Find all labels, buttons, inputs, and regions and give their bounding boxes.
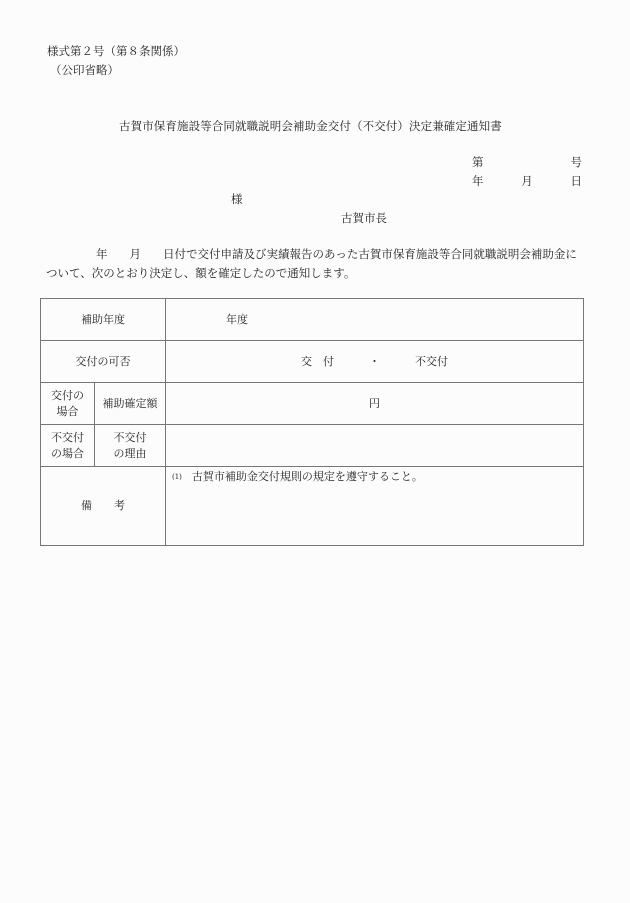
remarks-content [166,467,584,546]
remarks-note-number: (1) [172,473,182,481]
document-title: 古賀市保育施設等合同就職説明会補助金交付（不交付）決定兼確定通知書 [119,119,502,133]
no-grant-case-label-line1: 不交付 [51,430,84,444]
row-no-grant-reason [41,425,584,467]
addressee-suffix: 様 [231,192,243,206]
date-day: 日 [570,174,582,188]
grant-case-label-line1: 交付の [51,388,84,402]
row-remarks [41,467,584,546]
remarks-note-text: 古賀市補助金交付規則の規定を遵守すること。 [191,470,423,483]
body-year: 年 [96,247,108,261]
row-grant-amount [41,383,584,425]
confirmed-amount-value [166,383,584,425]
date-year: 年 [472,174,484,188]
issuer-name: 古賀市長 [341,211,387,225]
body-text: 日付で交付申請及び実績報告のあった古賀市保育施設等合同就職説明会補助金について、次のとおり決定し、額を確定したので通知します。 [46,247,577,280]
document-number-suffix: 号 [570,155,582,169]
form-number: 様式第２号（第８条関係） [47,44,185,58]
grant-decision-label: 交付の可否 [41,341,166,383]
yen-unit: 円 [369,396,380,410]
decision-table [40,298,584,546]
no-grant-reason-label-line2: の理由 [113,446,147,460]
no-grant-reason-label-line1: 不交付 [113,430,147,444]
grant-case-label [41,383,95,425]
date-month: 月 [521,174,533,188]
no-grant-reason-value [166,425,584,467]
document-number-prefix: 第 [472,155,484,169]
no-grant-case-label [41,425,95,467]
option-grant: 交 付 [301,354,334,368]
subsidy-year-label: 補助年度 [41,299,166,341]
document-number [472,154,582,170]
subsidy-year-value: 年度 [166,299,584,341]
grant-case-label-line2: 場合 [56,404,79,418]
option-separator: ・ [369,354,380,368]
grant-decision-options [166,341,584,383]
issue-date [472,173,582,189]
confirmed-amount-label: 補助確定額 [95,383,166,425]
row-grant-decision [41,341,584,383]
option-no-grant: 不交付 [415,354,448,368]
no-grant-case-label-line2: の場合 [51,446,84,460]
no-grant-reason-label [95,425,166,467]
body-paragraph [46,245,586,283]
remarks-label: 備 考 [41,467,166,546]
row-subsidy-year [41,299,584,341]
body-month: 月 [129,247,141,261]
seal-omitted-note: （公印省略） [50,63,119,77]
